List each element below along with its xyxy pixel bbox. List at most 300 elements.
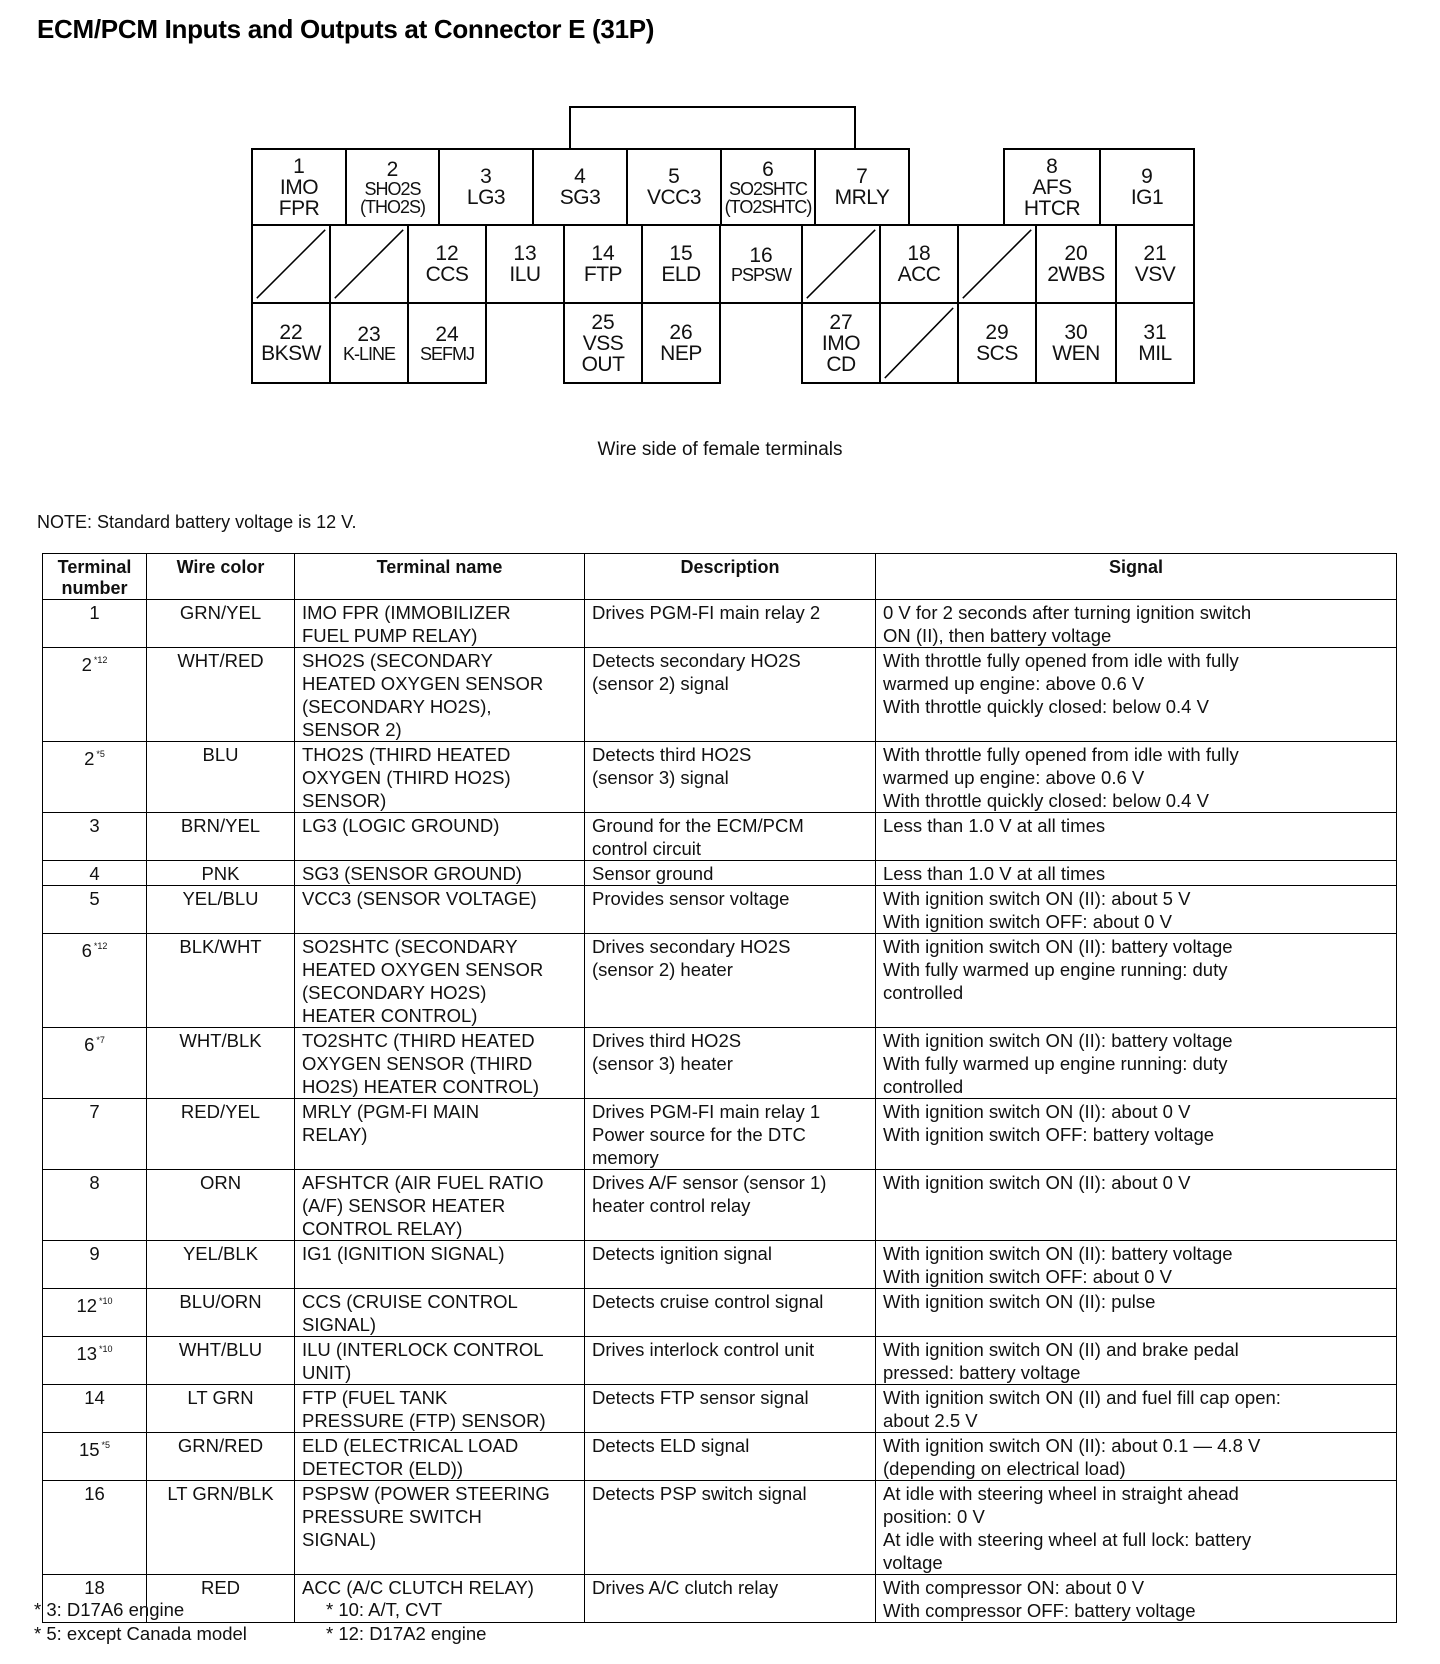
cell-text-line: With throttle quickly closed: below 0.4 V	[883, 790, 1209, 811]
wire-color-cell: YEL/BLK	[147, 1241, 295, 1289]
terminal-9	[1099, 148, 1195, 226]
terminal-name-cell	[295, 1337, 585, 1385]
footnote: * 12: D17A2 engine	[326, 1623, 487, 1644]
footnote-marker: *5	[96, 749, 105, 759]
terminal-number: 18	[84, 1577, 105, 1598]
terminal-name-cell	[295, 1241, 585, 1289]
description-cell	[585, 1385, 876, 1433]
terminal-number: 13	[76, 1343, 98, 1364]
terminal-number-cell	[43, 813, 147, 861]
terminal-number: 23	[357, 322, 381, 346]
cell-text-line: HEATER CONTROL)	[302, 1005, 478, 1026]
table-body	[43, 600, 1397, 1623]
terminal-label: NEP	[660, 342, 702, 365]
cell-text-line: Ground for the ECM/PCM	[592, 815, 804, 836]
cell-text-line: MRLY (PGM-FI MAIN	[302, 1101, 480, 1122]
cell-text-line: Detects cruise control signal	[592, 1291, 824, 1312]
table-row	[43, 1099, 1397, 1170]
terminal-number: 9	[1141, 165, 1153, 188]
terminal-number: 26	[669, 321, 693, 344]
cell-text-line: Detects FTP sensor signal	[592, 1387, 809, 1408]
terminal-number: 16	[84, 1483, 105, 1504]
signal-cell	[876, 1337, 1397, 1385]
cell-text-line: With ignition switch ON (II): about 0 V	[883, 1172, 1191, 1193]
signal-cell	[876, 1289, 1397, 1337]
signal-cell	[876, 600, 1397, 648]
cell-text-line: IG1 (IGNITION SIGNAL)	[302, 1243, 505, 1264]
terminal-number-cell	[43, 648, 147, 742]
terminal-label: SHO2S	[364, 178, 421, 199]
footnote: * 5: except Canada model	[34, 1623, 247, 1644]
cell-text-line: Drives A/F sensor (sensor 1)	[592, 1172, 827, 1193]
description-cell	[585, 1099, 876, 1170]
terminal-15	[641, 224, 721, 304]
terminal-label: IG1	[1130, 186, 1164, 209]
cell-text-line: PSPSW (POWER STEERING	[302, 1483, 550, 1504]
terminal-number: 5	[668, 165, 680, 188]
cell-text-line: FUEL PUMP RELAY)	[302, 625, 478, 646]
description-cell	[585, 1028, 876, 1099]
terminal-number-cell	[43, 1028, 147, 1099]
page-title: ECM/PCM Inputs and Outputs at Connector E (31P)	[37, 14, 655, 44]
terminal-name-cell	[295, 813, 585, 861]
cell-text-line: With ignition switch ON (II): about 0 V	[883, 1101, 1191, 1122]
table-row	[43, 934, 1397, 1028]
terminal-label: VSS	[582, 331, 624, 355]
terminal-8	[1003, 148, 1101, 226]
cell-text-line: SIGNAL)	[302, 1314, 377, 1335]
connector-lock-tab	[569, 106, 856, 149]
wire-color-cell: GRN/YEL	[147, 600, 295, 648]
cell-text-line: OXYGEN SENSOR (THIRD	[302, 1053, 533, 1074]
cell-text-line: ON (II), then battery voltage	[883, 625, 1112, 646]
cell-text-line: With ignition switch ON (II) and brake pedal	[883, 1339, 1239, 1360]
terminal-26	[641, 302, 721, 384]
cell-text-line: HEATED OXYGEN SENSOR	[302, 673, 544, 694]
terminal-number: 6	[81, 940, 92, 961]
cell-text-line: Less than 1.0 V at all times	[883, 863, 1106, 884]
terminal-22	[251, 302, 331, 384]
table-row	[43, 742, 1397, 813]
description-cell	[585, 600, 876, 648]
terminal-label: AFS	[1032, 175, 1072, 199]
cell-text-line: Drives PGM-FI main relay 2	[592, 602, 821, 623]
cell-text-line: With ignition switch ON (II) and fuel fill cap open:	[883, 1387, 1281, 1408]
cell-text-line: PRESSURE (FTP) SENSOR)	[302, 1410, 546, 1431]
terminal-label: HTCR	[1023, 196, 1081, 220]
header-terminal-number: Terminal number	[43, 554, 147, 600]
terminal-number-cell	[43, 1385, 147, 1433]
cell-text-line: With compressor OFF: battery voltage	[883, 1600, 1196, 1621]
table-header-row	[43, 554, 1397, 600]
header-description: Description	[585, 554, 876, 600]
terminal-label: VCC3	[646, 186, 702, 209]
cell-text-line: Drives PGM-FI main relay 1	[592, 1101, 821, 1122]
table-row	[43, 1241, 1397, 1289]
terminal-29	[957, 302, 1037, 384]
terminal-number-cell	[43, 886, 147, 934]
terminal-name-cell	[295, 934, 585, 1028]
header-terminal-name: Terminal name	[295, 554, 585, 600]
terminal-label: PSPSW	[730, 264, 791, 285]
terminal-1	[251, 148, 347, 226]
cell-text-line: TO2SHTC (THIRD HEATED	[302, 1030, 535, 1051]
terminal-name-cell	[295, 1289, 585, 1337]
terminal-number: 30	[1064, 321, 1088, 344]
table-row	[43, 648, 1397, 742]
cell-text-line: FTP (FUEL TANK	[302, 1387, 448, 1408]
footnote-marker: *7	[96, 1035, 105, 1045]
terminal-11-blank	[329, 224, 409, 304]
cell-text-line: position: 0 V	[883, 1506, 985, 1527]
cell-text-line: warmed up engine: above 0.6 V	[883, 673, 1145, 694]
terminal-number: 20	[1064, 242, 1088, 265]
terminal-label: BKSW	[261, 342, 321, 365]
terminal-number-cell	[43, 742, 147, 813]
cell-text-line: At idle with steering wheel at full lock: battery	[883, 1529, 1252, 1550]
cell-text-line: With ignition switch OFF: about 0 V	[883, 911, 1172, 932]
cell-text-line: controlled	[883, 1076, 964, 1097]
terminal-17-blank	[801, 224, 881, 304]
terminal-23	[329, 302, 409, 384]
terminal-number: 7	[856, 165, 868, 188]
description-cell	[585, 1575, 876, 1623]
cell-text-line: With ignition switch ON (II): battery voltage	[883, 1243, 1233, 1264]
footnotes-right	[326, 1598, 486, 1646]
table-row	[43, 1170, 1397, 1241]
terminal-10-blank	[251, 224, 331, 304]
terminal-number-cell	[43, 1337, 147, 1385]
terminal-name-cell	[295, 1385, 585, 1433]
cell-text-line: Sensor ground	[592, 863, 714, 884]
signal-cell	[876, 1575, 1397, 1623]
cell-text-line: memory	[592, 1147, 659, 1168]
signal-cell	[876, 861, 1397, 886]
cell-text-line: Detects third HO2S	[592, 744, 752, 765]
signal-cell	[876, 934, 1397, 1028]
terminal-name-cell	[295, 886, 585, 934]
terminal-label: (TO2SHTC)	[724, 196, 812, 217]
wire-color-cell: BLU/ORN	[147, 1289, 295, 1337]
terminal-number: 1	[293, 154, 305, 178]
header-signal: Signal	[876, 554, 1397, 600]
cell-text-line: With ignition switch ON (II): pulse	[883, 1291, 1156, 1312]
cell-text-line: With ignition switch ON (II): about 5 V	[883, 888, 1191, 909]
terminal-label: FPR	[278, 196, 320, 220]
cell-text-line: With ignition switch ON (II): battery voltage	[883, 936, 1233, 957]
terminal-name-cell	[295, 1433, 585, 1481]
terminal-number: 6	[762, 157, 774, 181]
cell-text-line: (depending on electrical load)	[883, 1458, 1126, 1479]
wire-color-cell: ORN	[147, 1170, 295, 1241]
cell-text-line: Drives secondary HO2S	[592, 936, 791, 957]
terminal-label: K-LINE	[342, 343, 396, 364]
description-cell	[585, 742, 876, 813]
terminal-number: 22	[279, 321, 303, 344]
terminal-number: 16	[749, 243, 773, 267]
terminal-28-blank	[879, 302, 959, 384]
cell-text-line: (sensor 2) heater	[592, 959, 733, 980]
header-wire-color: Wire color	[147, 554, 295, 600]
signal-cell	[876, 1433, 1397, 1481]
cell-text-line: HO2S) HEATER CONTROL)	[302, 1076, 540, 1097]
terminal-label: SEFMJ	[419, 343, 474, 364]
footnote-marker: *10	[99, 1296, 113, 1306]
table-row	[43, 1481, 1397, 1575]
footnotes-left	[34, 1598, 247, 1646]
cell-text-line: CONTROL RELAY)	[302, 1218, 463, 1239]
cell-text-line: With throttle fully opened from idle with fully	[883, 744, 1239, 765]
terminal-14	[563, 224, 643, 304]
terminal-number-cell	[43, 1170, 147, 1241]
cell-text-line: With fully warmed up engine running: duty	[883, 1053, 1228, 1074]
terminal-number: 13	[513, 242, 537, 265]
cell-text-line: ELD (ELECTRICAL LOAD	[302, 1435, 519, 1456]
cell-text-line: With ignition switch OFF: battery voltage	[883, 1124, 1215, 1145]
terminal-label: MRLY	[834, 186, 890, 209]
description-cell	[585, 1433, 876, 1481]
table-row	[43, 886, 1397, 934]
terminal-number: 29	[985, 321, 1009, 344]
io-table	[42, 553, 1397, 1623]
cell-text-line: pressed: battery voltage	[883, 1362, 1081, 1383]
battery-note: NOTE: Standard battery voltage is 12 V.	[37, 512, 357, 532]
terminal-13	[485, 224, 565, 304]
terminal-name-cell	[295, 600, 585, 648]
wire-color-cell: BLK/WHT	[147, 934, 295, 1028]
terminal-5	[626, 148, 722, 226]
terminal-30	[1035, 302, 1117, 384]
terminal-number: 4	[89, 863, 100, 884]
cell-text-line: (SECONDARY HO2S)	[302, 982, 487, 1003]
terminal-name-cell	[295, 1481, 585, 1575]
description-cell	[585, 934, 876, 1028]
terminal-number: 2	[81, 654, 92, 675]
cell-text-line: 0 V for 2 seconds after turning ignition switch	[883, 602, 1252, 623]
terminal-name-cell	[295, 742, 585, 813]
terminal-19-blank	[957, 224, 1037, 304]
description-cell	[585, 1337, 876, 1385]
terminal-number: 18	[907, 242, 931, 265]
terminal-name-cell	[295, 1170, 585, 1241]
terminal-number-cell	[43, 1433, 147, 1481]
terminal-25	[563, 302, 643, 384]
terminal-number-cell	[43, 1099, 147, 1170]
terminal-number: 15	[78, 1439, 100, 1460]
terminal-21	[1115, 224, 1195, 304]
terminal-label: IMO	[279, 175, 319, 199]
wire-color-cell: WHT/BLK	[147, 1028, 295, 1099]
terminal-label: CCS	[425, 263, 469, 286]
wire-color-cell: RED/YEL	[147, 1099, 295, 1170]
terminal-number: 14	[591, 242, 615, 265]
table-row	[43, 600, 1397, 648]
terminal-27	[801, 302, 881, 384]
terminal-label: FTP	[583, 263, 623, 286]
terminal-label: VSV	[1134, 263, 1176, 286]
terminal-label: ILU	[509, 263, 541, 286]
cell-text-line: (sensor 3) heater	[592, 1053, 733, 1074]
footnote-marker: *12	[93, 941, 108, 951]
terminal-label: ELD	[661, 263, 701, 286]
terminal-4	[532, 148, 628, 226]
terminal-label: WEN	[1052, 342, 1100, 365]
cell-text-line: Power source for the DTC	[592, 1124, 806, 1145]
description-cell	[585, 886, 876, 934]
cell-text-line: about 2.5 V	[883, 1410, 978, 1431]
cell-text-line: ACC (A/C CLUTCH RELAY)	[302, 1577, 534, 1598]
terminal-number: 1	[89, 602, 100, 623]
terminal-number: 5	[89, 888, 100, 909]
terminal-6	[720, 148, 816, 226]
signal-cell	[876, 1099, 1397, 1170]
terminal-number: 24	[435, 322, 459, 346]
terminal-number: 3	[89, 815, 100, 836]
wire-color-cell: WHT/BLU	[147, 1337, 295, 1385]
signal-cell	[876, 1170, 1397, 1241]
terminal-number: 25	[591, 310, 615, 334]
terminal-24	[407, 302, 487, 384]
terminal-number: 8	[89, 1172, 100, 1193]
cell-text-line: control circuit	[592, 838, 701, 859]
terminal-name-cell	[295, 648, 585, 742]
description-cell	[585, 1289, 876, 1337]
signal-cell	[876, 1481, 1397, 1575]
cell-text-line: AFSHTCR (AIR FUEL RATIO	[302, 1172, 544, 1193]
terminal-label: SO2SHTC	[728, 178, 808, 199]
signal-cell	[876, 1028, 1397, 1099]
terminal-number: 6	[84, 1034, 95, 1055]
terminal-label: SCS	[976, 342, 1018, 365]
cell-text-line: LG3 (LOGIC GROUND)	[302, 815, 500, 836]
connector-diagram	[0, 0, 1440, 400]
terminal-number: 14	[84, 1387, 105, 1408]
cell-text-line: With ignition switch OFF: about 0 V	[883, 1266, 1172, 1287]
terminal-name-cell	[295, 861, 585, 886]
signal-cell	[876, 886, 1397, 934]
terminal-12	[407, 224, 487, 304]
terminal-name-cell	[295, 1099, 585, 1170]
terminal-label: CD	[826, 352, 856, 376]
cell-text-line: Drives interlock control unit	[592, 1339, 815, 1360]
terminal-number-cell	[43, 1241, 147, 1289]
cell-text-line: SIGNAL)	[302, 1529, 377, 1550]
cell-text-line: DETECTOR (ELD))	[302, 1458, 464, 1479]
terminal-2	[345, 148, 440, 226]
wire-color-cell: BLU	[147, 742, 295, 813]
cell-text-line: At idle with steering wheel in straight ahead	[883, 1483, 1239, 1504]
terminal-3	[438, 148, 534, 226]
terminal-number: 12	[76, 1295, 98, 1316]
cell-text-line: With throttle fully opened from idle with fully	[883, 650, 1239, 671]
terminal-number: 2	[84, 748, 95, 769]
terminal-31	[1115, 302, 1195, 384]
terminal-number-cell	[43, 861, 147, 886]
cell-text-line: Less than 1.0 V at all times	[883, 815, 1106, 836]
wire-color-cell: YEL/BLU	[147, 886, 295, 934]
cell-text-line: HEATED OXYGEN SENSOR	[302, 959, 544, 980]
cell-text-line: PRESSURE SWITCH	[302, 1506, 482, 1527]
terminal-number: 27	[829, 310, 853, 334]
cell-text-line: (A/F) SENSOR HEATER	[302, 1195, 506, 1216]
terminal-number: 8	[1046, 154, 1058, 178]
cell-text-line: SG3 (SENSOR GROUND)	[302, 863, 522, 884]
wire-color-cell: WHT/RED	[147, 648, 295, 742]
cell-text-line: SO2SHTC (SECONDARY	[302, 936, 518, 957]
terminal-label: 2WBS	[1047, 263, 1105, 286]
cell-text-line: Provides sensor voltage	[592, 888, 790, 909]
cell-text-line: UNIT)	[302, 1362, 352, 1383]
terminal-7	[814, 148, 910, 226]
terminal-number: 4	[574, 165, 586, 188]
terminal-number: 21	[1143, 242, 1167, 265]
footnote-marker: *12	[93, 655, 108, 665]
cell-text-line: With ignition switch ON (II): battery voltage	[883, 1030, 1233, 1051]
signal-cell	[876, 742, 1397, 813]
table-row	[43, 1433, 1397, 1481]
terminal-label: IMO	[821, 331, 861, 355]
terminal-label: SG3	[559, 186, 601, 209]
footnote-marker: *10	[99, 1344, 113, 1354]
terminal-label: (THO2S)	[360, 196, 425, 217]
terminal-number-cell	[43, 600, 147, 648]
connector-caption: Wire side of female terminals	[597, 439, 843, 460]
cell-text-line: CCS (CRUISE CONTROL	[302, 1291, 518, 1312]
cell-text-line: With throttle quickly closed: below 0.4 V	[883, 696, 1209, 717]
description-cell	[585, 1481, 876, 1575]
table-row	[43, 1385, 1397, 1433]
cell-text-line: Drives A/C clutch relay	[592, 1577, 779, 1598]
cell-text-line: controlled	[883, 982, 964, 1003]
cell-text-line: With compressor ON: about 0 V	[883, 1577, 1145, 1598]
cell-text-line: (sensor 3) signal	[592, 767, 729, 788]
cell-text-line: IMO FPR (IMMOBILIZER	[302, 602, 511, 623]
table-row	[43, 1028, 1397, 1099]
cell-text-line: Detects secondary HO2S	[592, 650, 801, 671]
terminal-label: LG3	[466, 186, 506, 209]
signal-cell	[876, 648, 1397, 742]
cell-text-line: With fully warmed up engine running: duty	[883, 959, 1228, 980]
footnote: * 3: D17A6 engine	[34, 1599, 185, 1620]
wire-color-cell: LT GRN/BLK	[147, 1481, 295, 1575]
signal-cell	[876, 1385, 1397, 1433]
footnote: * 10: A/T, CVT	[326, 1599, 443, 1620]
terminal-number: 15	[669, 242, 693, 265]
cell-text-line: Detects ELD signal	[592, 1435, 750, 1456]
cell-text-line: SENSOR 2)	[302, 719, 402, 740]
terminal-name-cell	[295, 1028, 585, 1099]
cell-text-line: THO2S (THIRD HEATED	[302, 744, 511, 765]
cell-text-line: heater control relay	[592, 1195, 751, 1216]
table-row	[43, 861, 1397, 886]
terminal-16	[719, 224, 803, 304]
cell-text-line: RELAY)	[302, 1124, 368, 1145]
wire-color-cell: RED	[147, 1575, 295, 1623]
wire-color-cell: LT GRN	[147, 1385, 295, 1433]
description-cell	[585, 813, 876, 861]
terminal-number: 9	[89, 1243, 100, 1264]
signal-cell	[876, 1241, 1397, 1289]
cell-text-line: Detects ignition signal	[592, 1243, 772, 1264]
table-row	[43, 1337, 1397, 1385]
description-cell	[585, 1170, 876, 1241]
description-cell	[585, 861, 876, 886]
cell-text-line: With ignition switch ON (II): about 0.1 — 4.8 V	[883, 1435, 1261, 1456]
terminal-18	[879, 224, 959, 304]
terminal-number: 31	[1143, 321, 1167, 344]
cell-text-line: Detects PSP switch signal	[592, 1483, 807, 1504]
terminal-number: 12	[435, 242, 459, 265]
